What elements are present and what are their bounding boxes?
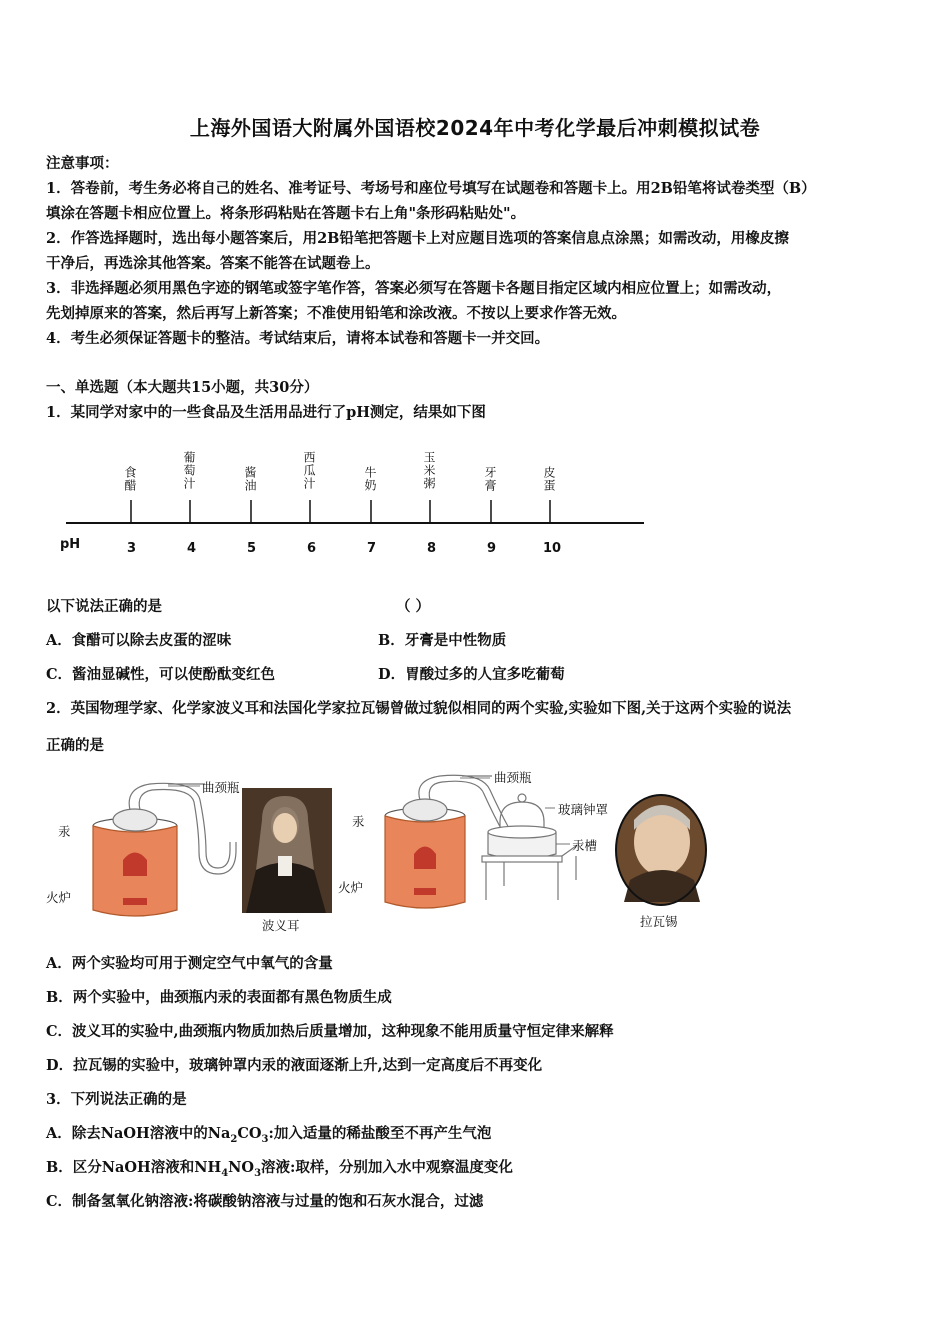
ph-tick-label: 4	[187, 541, 197, 556]
ph-tick-label: 8	[427, 541, 437, 556]
ph-tick-label: 6	[307, 541, 317, 556]
q3-b-mid: NO	[228, 1159, 255, 1176]
right-mercury-label: 汞	[352, 814, 365, 829]
q2-figure	[0, 760, 950, 940]
q3-b-sub1: 4	[221, 1167, 229, 1179]
ph-item-label: 西瓜汁	[302, 451, 316, 490]
q3-a-sub1: 2	[230, 1133, 238, 1145]
ph-scale-svg	[0, 430, 950, 570]
q1-option-c: C．酱油显碱性，可以使酚酞变红色	[46, 666, 276, 683]
ph-item-label: 牛奶	[363, 466, 377, 492]
q3-a-sub2: 3	[261, 1133, 269, 1145]
notice-line: 4．考生必须保证答题卡的整洁。考试结束后，请将本试卷和答题卡一并交回。	[46, 330, 550, 347]
q3-option-c: C．制备氢氧化钠溶液:将碳酸钠溶液与过量的饱和石灰水混合，过滤	[46, 1193, 484, 1210]
ph-axis-label: pH	[60, 537, 81, 552]
q2-stem-line1: 2．英国物理学家、化学家波义耳和法国化学家拉瓦锡曾做过貌似相同的两个实验,实验如下图,关于这两个实验的说法	[46, 700, 792, 717]
page-title: 上海外国语大附属外国语校2024年中考化学最后冲刺模拟试卷	[189, 116, 761, 140]
ph-item-label: 牙膏	[483, 466, 497, 492]
boyle-portrait	[242, 788, 332, 913]
q2-option-c: C．波义耳的实验中,曲颈瓶内物质加热后质量增加，这种现象不能用质量守恒定律来解释	[46, 1023, 614, 1040]
q2-figure-svg	[0, 760, 950, 940]
trough-label: 汞槽	[572, 838, 598, 853]
ph-item-label: 食醋	[123, 466, 137, 492]
q1-stem: 1．某同学对家中的一些食品及生活用品进行了pH测定，结果如下图	[46, 404, 486, 421]
q3-b-sub2: 3	[254, 1167, 262, 1179]
ph-item-label: 玉米粥	[422, 451, 436, 490]
right-furnace	[385, 808, 465, 908]
left-mercury-label: 汞	[58, 824, 71, 839]
ph-item-label: 皮蛋	[542, 466, 556, 492]
right-flask-label: 曲颈瓶	[494, 770, 532, 785]
ph-scale-figure	[0, 430, 950, 570]
q1-option-d: D．胃酸过多的人宜多吃葡萄	[378, 666, 565, 683]
ph-tick-label: 5	[247, 541, 257, 556]
q3-option-b	[46, 1156, 513, 1179]
q1-answer-paren: （ ）	[396, 598, 431, 615]
left-furnace-label: 火炉	[46, 890, 72, 905]
notice-heading: 注意事项：	[46, 155, 119, 172]
q3-stem: 3．下列说法正确的是	[46, 1091, 187, 1108]
q3-option-a	[46, 1122, 491, 1145]
q2-option-b: B．两个实验中，曲颈瓶内汞的表面都有黑色物质生成	[46, 989, 392, 1006]
bell-jar-label: 玻璃钟罩	[558, 802, 609, 817]
section-heading: 一、单选题（本大题共15小题，共30分）	[46, 379, 319, 396]
q1-prompt: 以下说法正确的是	[46, 598, 162, 615]
q3-b-pre: B．区分NaOH溶液和NH	[46, 1159, 222, 1176]
notice-line: 3．非选择题必须用黑色字迹的钢笔或签字笔作答，答案必须写在答题卡各题目指定区域内相应位置上；如需改动，	[46, 280, 782, 297]
ph-tick-label: 9	[487, 541, 497, 556]
notice-line: 干净后，再选涂其他答案。答案不能答在试题卷上。	[46, 255, 380, 272]
notice-line: 1．答卷前，考生务必将自己的姓名、准考证号、考场号和座位号填写在试题卷和答题卡上。用2B铅笔将试卷类型（B）	[46, 180, 816, 197]
q2-option-d: D．拉瓦锡的实验中，玻璃钟罩内汞的液面逐渐上升,达到一定高度后不再变化	[46, 1057, 543, 1074]
q2-stem-line2: 正确的是	[46, 737, 104, 754]
lavoisier-portrait	[616, 795, 706, 905]
q1-option-a: A．食醋可以除去皮蛋的涩味	[46, 632, 232, 649]
ph-tick-label: 7	[367, 541, 377, 556]
ph-tick-label: 10	[543, 541, 562, 556]
notice-line: 先划掉原来的答案，然后再写上新答案；不准使用铅笔和涂改液。不按以上要求作答无效。	[46, 305, 626, 322]
notice-line: 2．作答选择题时，选出每小题答案后，用2B铅笔把答题卡上对应题目选项的答案信息点涂黑；如需改动，用橡皮擦	[46, 230, 789, 247]
boyle-label: 波义耳	[262, 918, 300, 933]
q3-b-post: 溶液:取样，分别加入水中观察温度变化	[261, 1159, 513, 1176]
q3-a-pre: A．除去NaOH溶液中的Na	[46, 1125, 231, 1142]
right-furnace-label: 火炉	[338, 880, 364, 895]
lavoisier-label: 拉瓦锡	[640, 914, 678, 929]
ph-item-label: 葡萄汁	[182, 451, 196, 490]
q3-a-post: :加入适量的稀盐酸至不再产生气泡	[268, 1125, 492, 1142]
left-flask-label: 曲颈瓶	[202, 780, 240, 795]
ph-tick-label: 3	[127, 541, 137, 556]
q3-a-mid: CO	[237, 1125, 262, 1142]
notice-line: 填涂在答题卡相应位置上。将条形码粘贴在答题卡右上角"条形码粘贴处"。	[46, 205, 526, 222]
left-furnace	[93, 818, 177, 916]
q2-option-a: A．两个实验均可用于测定空气中氧气的含量	[46, 955, 333, 972]
q1-option-b: B．牙膏是中性物质	[378, 632, 507, 649]
ph-item-label: 酱油	[243, 466, 257, 492]
